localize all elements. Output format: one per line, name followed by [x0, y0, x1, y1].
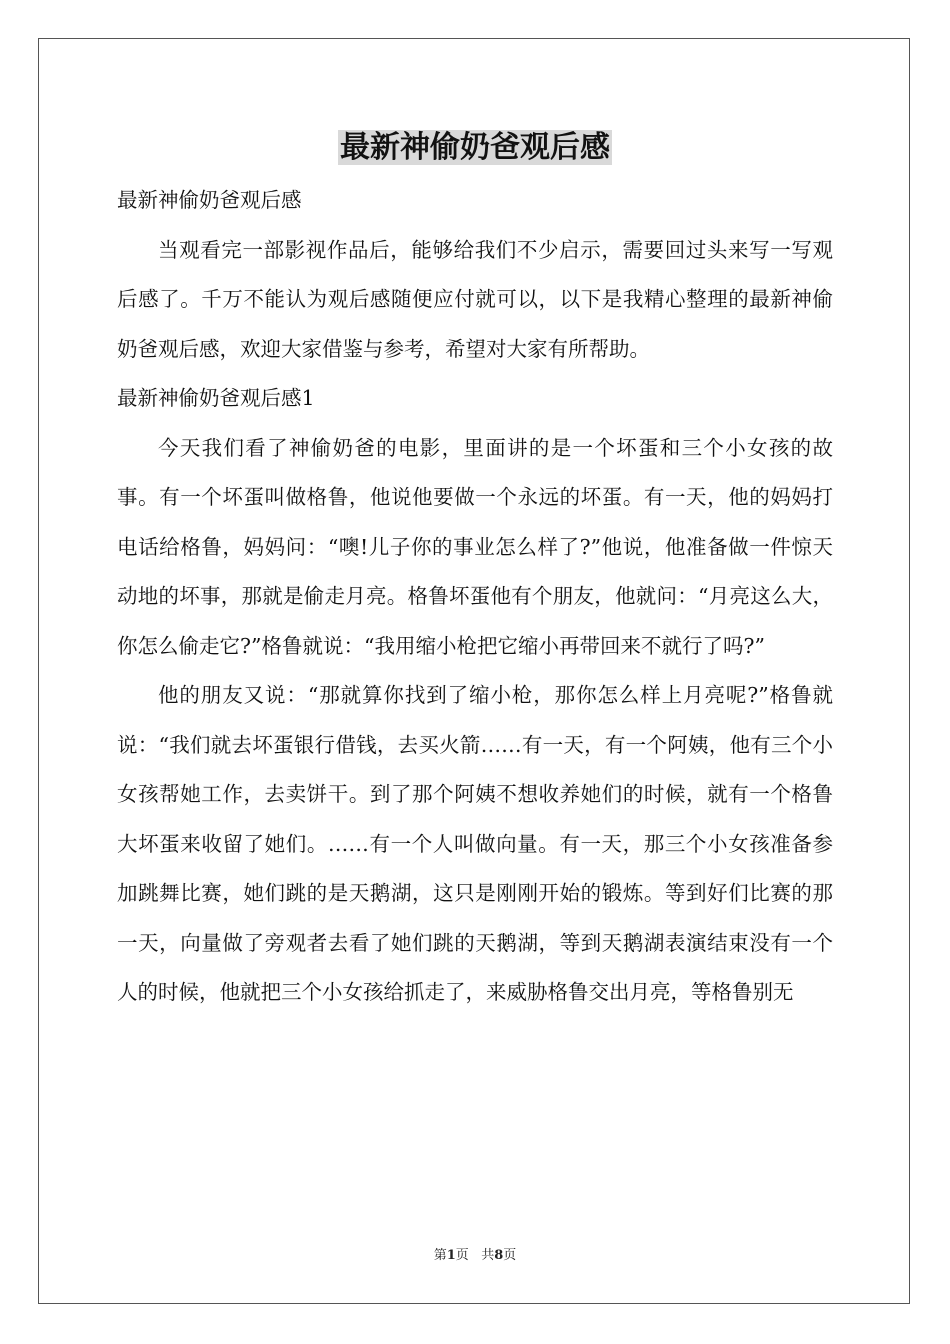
- paragraph-story-2: 他的朋友又说：“那就算你找到了缩小枪，那你怎么样上月亮呢?”格鲁就说：“我们就去坏蛋银行借钱，去买火箭……有一天，有一个阿姨，他有三个小女孩帮她工作，去卖饼干。到了那个阿姨不想收养她们的时候，就有一个格鲁大坏蛋来收留了她们。……有一个人叫做向量。有一天，那三个小女孩准备参加跳舞比赛，她们跳的是天鹅湖，这只是刚刚开始的锻炼。等到好们比赛的那一天，向量做了旁观者去看了她们跳的天鹅湖，等到天鹅湖表演结束没有一个人的时候，他就把三个小女孩给抓走了，来威胁格鲁交出月亮，等格鲁别无: [117, 683, 833, 1004]
- document-title-text: 最新神偷奶爸观后感: [340, 130, 610, 165]
- paragraph-subtitle: 最新神偷奶爸观后感: [117, 188, 302, 212]
- paragraph-story-1: 今天我们看了神偷奶爸的电影，里面讲的是一个坏蛋和三个小女孩的故事。有一个坏蛋叫做格鲁，他说他要做一个永远的坏蛋。有一天，他的妈妈打电话给格鲁，妈妈问：“噢!儿子你的事业怎么样了?”他说，他准备做一件惊天动地的坏事，那就是偷走月亮。格鲁坏蛋他有个朋友，他就问：“月亮这么大，你怎么偷走它?”格鲁就说：“我用缩小枪把它缩小再带回来不就行了吗?”: [117, 435, 833, 658]
- paragraph-section-heading: 最新神偷奶爸观后感1: [117, 386, 315, 410]
- footer-page-prefix: 第: [433, 1248, 447, 1263]
- footer-page-suffix: 页: [455, 1248, 469, 1263]
- footer-total-prefix: 共: [481, 1248, 495, 1263]
- page-footer: [0, 1247, 950, 1265]
- footer-total-pages: 8: [494, 1248, 504, 1263]
- footer-page-number: 1: [446, 1248, 456, 1263]
- footer-total-suffix: 页: [503, 1248, 517, 1263]
- document-title: [0, 126, 950, 170]
- paragraph-intro: 当观看完一部影视作品后，能够给我们不少启示，需要回过头来写一写观后感了。千万不能认为观后感随便应付就可以，以下是我精心整理的最新神偷奶爸观后感，欢迎大家借鉴与参考，希望对大家有所帮助。: [117, 237, 833, 361]
- document-body: [117, 176, 833, 1018]
